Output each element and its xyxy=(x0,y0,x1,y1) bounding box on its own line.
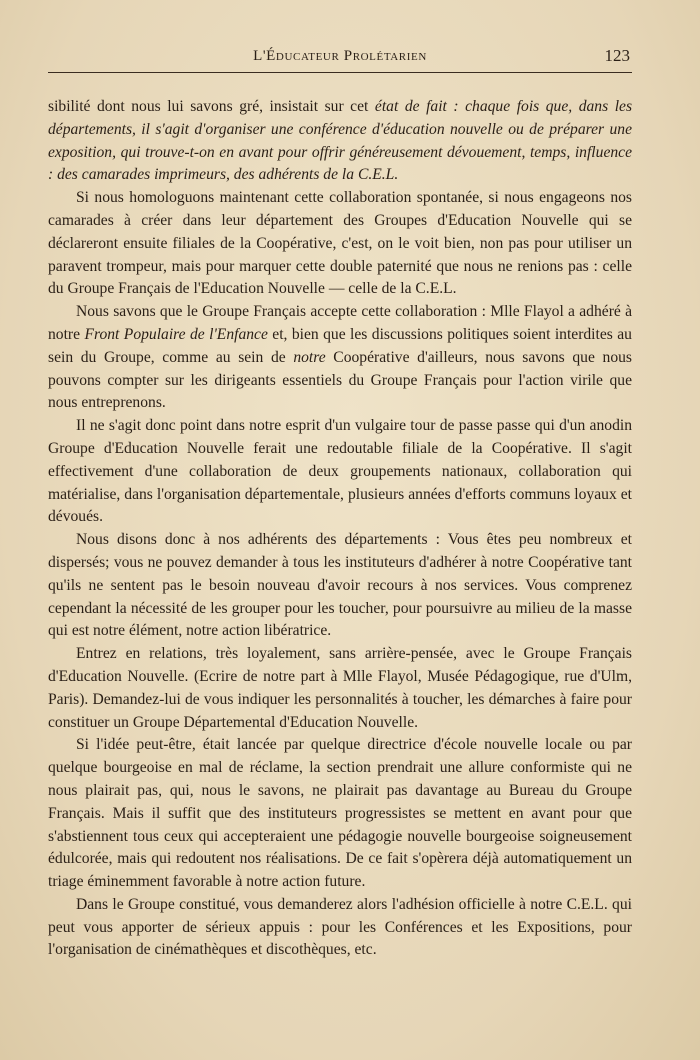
paragraph-6 xyxy=(48,643,632,734)
text-segment: Nous savons que le Groupe Français accepte cette collaboration : Mlle Flayol a adhéré à notre xyxy=(48,303,632,343)
page-header xyxy=(48,46,632,73)
text-segment: Il ne s'agit donc point dans notre esprit d'un vulgaire tour de passe passe qui d'un anodin Groupe d'Education Nouvelle ferait une redoutable filiale de la Coopérative. Il s'agit effectivement d'une collaboration de deux groupements nationaux, collaboration qui matérialise, dans l'organisation départementale, plusieurs années d'efforts communs loyaux et dévoués. xyxy=(48,417,632,526)
italic-segment: notre xyxy=(293,348,326,366)
body-text xyxy=(48,96,632,962)
text-segment: Si l'idée peut-être, était lancée par quelque directrice d'école nouvelle locale ou par quelque bourgeoise en mal de réclame, la section prendrait une allure conformiste qui ne nous plairait pas, qui, nous le savons, ne plairait pas davantage au Bureau du Groupe Français. Mais il suffit que des instituteurs progressistes se mettent en avant pour que s'abstiennent tous ceux qui accepteraient une pédagogie nouvelle bourgeoise soigneusement édulcorée, mais qui redoutent nos réalisations. De ce fait s'opèrera déjà automatiquement un triage éminemment favorable à notre action future. xyxy=(48,736,632,891)
text-segment: Coopérative d'ailleurs, nous savons que nous pouvons compter sur les dirigeants essentiels du Groupe Français pour l'action virile que nous entreprenons. xyxy=(48,348,632,412)
text-segment: et, bien que les discussions politiques soient interdites au sein du Groupe, comme au sein de xyxy=(48,325,632,366)
paragraph-2 xyxy=(48,187,632,301)
italic-segment: Front Populaire de l'Enfance xyxy=(84,325,268,343)
text-segment: Nous disons donc à nos adhérents des départements : Vous êtes peu nombreux et dispersés; vous ne pouvez demander à tous les instituteurs d'adhérer à notre Coopérative tant qu'ils ne sentent pas le besoin nouveau d'avoir recours à nos services. Vous comprenez cependant la nécessité de les grouper pour les toucher, pour poursuivre au milieu de la masse qui est notre élément, notre action libératrice. xyxy=(48,531,632,640)
paragraph-8 xyxy=(48,894,632,962)
running-head: L'Éducateur Prolétarien xyxy=(253,48,427,64)
text-segment: sibilité dont nous lui savons gré, insistait sur cet xyxy=(48,98,375,115)
paragraph-1 xyxy=(48,96,632,187)
text-segment: Si nous homologuons maintenant cette collaboration spontanée, si nous engageons nos camarades à créer dans leur département des Groupes d'Education Nouvelle qui se déclareront ensuite filiales de la Coopérative, c'est, on le voit bien, non pas pour utiliser un paravent trompeur, mais pour marquer cette double paternité que nous ne renions pas : celle du Groupe Français de l'Education Nouvelle — celle de la C.E.L. xyxy=(48,189,632,298)
paragraph-4 xyxy=(48,415,632,529)
text-segment: Dans le Groupe constitué, vous demanderez alors l'adhésion officielle à notre C.E.L. qui peut vous apporter de sérieux appuis : pour les Conférences et les Expositions, pour l'organisation de cinémathèques et discothèques, etc. xyxy=(48,895,632,959)
paragraph-5 xyxy=(48,529,632,643)
text-segment: Entrez en relations, très loyalement, sans arrière-pensée, avec le Groupe Français d'Education Nouvelle. (Ecrire de notre part à Mlle Flayol, Musée Pédagogique, rue d'Ulm, Paris). Demandez-lui de vous indiquer les personnalités à toucher, les démarches à faire pour constituer un Groupe Départemental d'Education Nouvelle. xyxy=(48,645,632,731)
paragraph-7 xyxy=(48,734,632,894)
page-number: 123 xyxy=(604,46,630,65)
italic-segment: état de fait : chaque fois que, dans les départements, il s'agit d'organiser une conférence d'éducation nouvelle ou de préparer une exposition, qui trouve-t-on en avant pour offrir généreusement dévouement, temps, influence : des camarades imprimeurs, des adhérents de la C.E.L. xyxy=(48,98,633,184)
paragraph-3 xyxy=(48,301,632,415)
